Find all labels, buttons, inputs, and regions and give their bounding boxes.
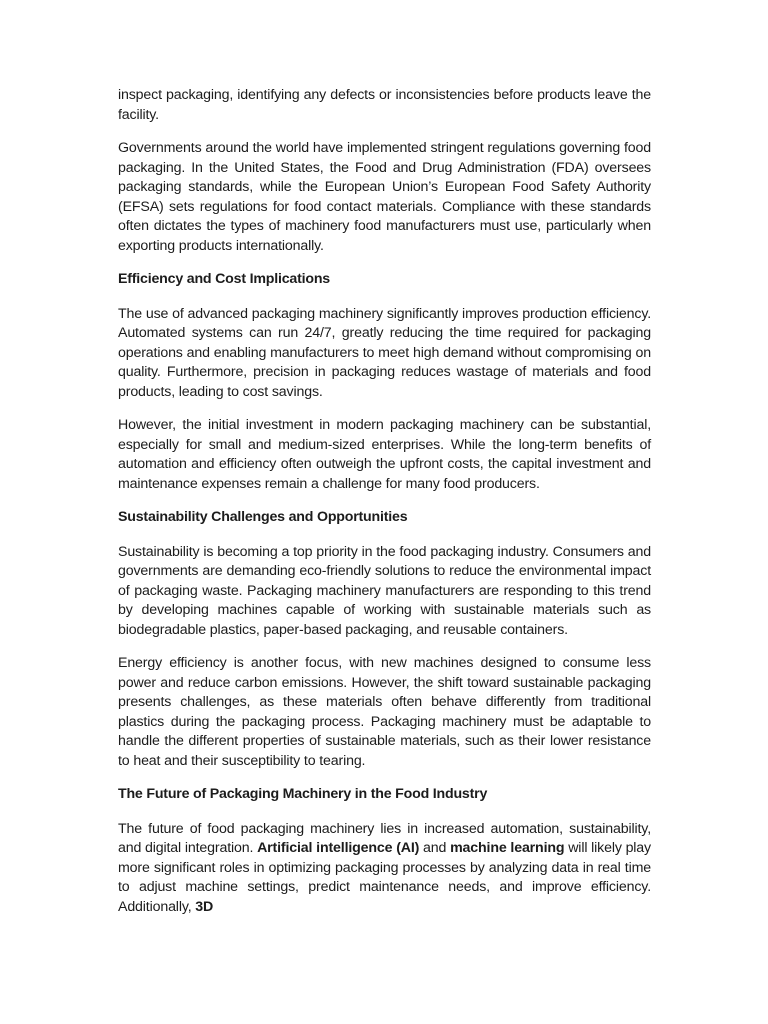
heading-future: The Future of Packaging Machinery in the Food Industry	[118, 786, 488, 802]
heading-efficiency: Efficiency and Cost Implications	[118, 271, 330, 287]
paragraph-efficiency: The use of advanced packaging machinery significantly improves production efficiency. Automated systems can run 24/7, greatly reducing the time required for packaging operations and enabling manufacturers to meet high demand without compromising on quality. Furthermore, precision in packaging reduces wastage of materials and food products, leading to cost savings.	[118, 305, 651, 400]
term-ai: Artificial intelligence (AI)	[257, 840, 420, 856]
future-text-1: The future of food packaging machinery lies in increased automation, sustainability, and digital integration.	[118, 820, 651, 856]
future-text-3: will likely play more significant roles in optimizing packaging processes by analyzing data in real time to adjust machine settings, predict maintenance needs, and improve efficiency. Additionally,	[118, 840, 651, 915]
paragraph-energy: Energy efficiency is another focus, with new machines designed to consume less power and reduce carbon emissions. However, the shift toward sustainable packaging presents challenges, as these materials often behave differently from traditional plastics during the packaging process. Packaging machinery must be adaptable to handle the different properties of sustainable materials, such as their lower resistance to heat and their susceptibility to tearing.	[118, 655, 651, 769]
paragraph-regulations: Governments around the world have implemented stringent regulations governing food packaging. In the United States, the Food and Drug Administration (FDA) oversees packaging standards, while the European Union’s European Food Safety Authority (EFSA) sets regulations for food contact materials. Compliance with these standards often dictates the types of machinery food manufacturers must use, particularly when exporting products internationally.	[118, 140, 651, 254]
paragraph-future	[118, 820, 651, 918]
term-machine-learning: machine learning	[450, 840, 565, 856]
paragraph-inspection: inspect packaging, identifying any defects or inconsistencies before products leave the facility.	[118, 87, 651, 123]
term-3d: 3D	[195, 898, 214, 915]
heading-sustainability: Sustainability Challenges and Opportunities	[118, 509, 408, 525]
paragraph-sustainability: Sustainability is becoming a top priority in the food packaging industry. Consumers and governments are demanding eco-friendly solutions to reduce the environmental impact of packaging waste. Packaging machinery manufacturers are responding to this trend by developing machines capable of working with sustainable materials such as biodegradable plastics, paper-based packaging, and reusable containers.	[118, 543, 651, 638]
document-page	[118, 86, 651, 931]
future-text-2: and	[419, 840, 451, 856]
paragraph-investment: However, the initial investment in modern packaging machinery can be substantial, especially for small and medium-sized enterprises. While the long-term benefits of automation and efficiency often outweigh the upfront costs, the capital investment and maintenance expenses remain a challenge for many food producers.	[118, 417, 651, 492]
